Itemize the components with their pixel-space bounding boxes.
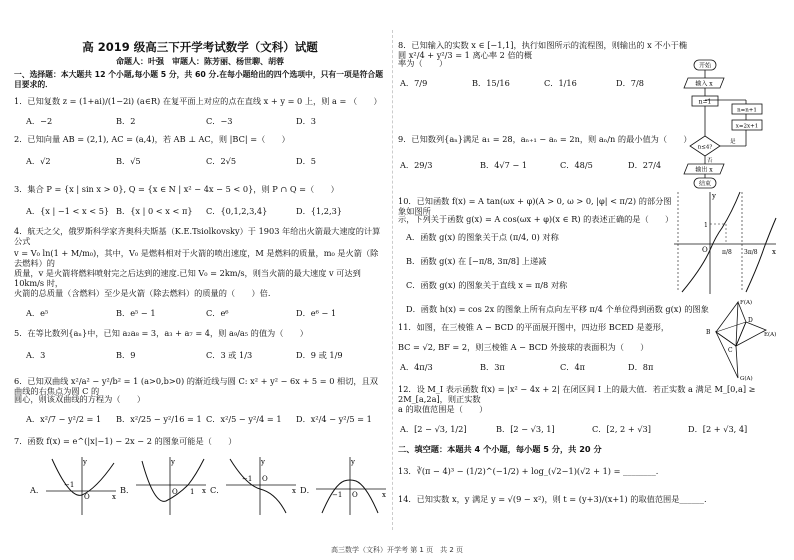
q12-option-a[interactable]: A．[2 − √3, 1/2] xyxy=(400,424,467,434)
q7c-tick: −1 xyxy=(242,475,253,483)
flow-input: 输入 x xyxy=(695,80,713,88)
q7c-origin: O xyxy=(262,475,268,483)
q8-option-c[interactable]: C．1/16 xyxy=(544,78,577,88)
q11-label-e: E(A) xyxy=(764,332,777,338)
q1-option-c[interactable]: C．−3 xyxy=(206,116,233,126)
q7b-tick: 1 xyxy=(190,488,195,496)
q6-option-c[interactable]: C．x²/5 − y²/4 = 1 xyxy=(206,414,282,424)
question-12-line-1: 12．设 M_I 表示函数 f(x) = |x² − 4x + 2| 在闭区间 I 上的最大值．若正实数 a 满足 M_[0,a] ≥ 2M_[a,2a]，则正实数 xyxy=(398,384,756,405)
question-5: 5．在等比数列{aₙ}中，已知 a₂a₈ = 3，a₃ + a₇ = 4，则 a₉/a₅ 的值为（ ） xyxy=(14,328,308,338)
q1-option-b[interactable]: B．2 xyxy=(116,116,136,126)
q7a-tick: −1 xyxy=(64,481,75,489)
q7b-y-label: y xyxy=(171,458,175,466)
q9-option-a[interactable]: A．29/3 xyxy=(400,160,433,170)
question-1: 1．已知复数 z = (1+ai)/(1−2i) (a∈R) 在复平面上对应的点在直线 x + y = 0 上，则 a = （ ） xyxy=(14,96,382,106)
q2-option-b[interactable]: B．√5 xyxy=(116,156,141,166)
q7c-x-label: x xyxy=(292,487,296,495)
q12-option-b[interactable]: B．[2 − √3, 1] xyxy=(496,424,555,434)
q2-option-a[interactable]: A．√2 xyxy=(26,156,51,166)
question-8-line-2: 率为（ ） xyxy=(398,58,448,68)
q4-option-b[interactable]: B．e⁵ − 1 xyxy=(116,308,156,318)
q5-option-c[interactable]: C．3 或 1/3 xyxy=(206,350,253,360)
q11-label-g: G(A) xyxy=(740,376,753,382)
question-4-line-2: v = V₀ ln(1 + M/m₀)，其中，V₀ 是燃料相对于火箭的喷出速度，M 是燃料的质量，m₀ 是火箭（除去燃料）的 xyxy=(14,248,379,269)
flow-condition: n≤4? xyxy=(697,144,713,151)
q10-y-tick: 1 xyxy=(704,222,708,229)
flow-init: n=1 xyxy=(698,98,712,106)
question-4-options xyxy=(26,308,386,318)
q7-graph-a-plot xyxy=(42,455,120,517)
q10-origin: O xyxy=(702,246,708,254)
question-11-options xyxy=(400,362,688,372)
q1-option-d[interactable]: D．3 xyxy=(296,116,316,126)
flow-output: 输出 x xyxy=(695,166,713,174)
q2-option-d[interactable]: D．5 xyxy=(296,156,316,166)
q9-option-b[interactable]: B．4√7 − 1 xyxy=(480,160,528,170)
q5-option-d[interactable]: D．9 或 1/9 xyxy=(296,350,343,360)
question-14: 14．已知实数 x，y 满足 y = √(9 − x²)，则 t = (y+3)/(x+1) 的取值范围是______. xyxy=(398,494,707,504)
q10-option-a[interactable]: A．函数 g(x) 的图象关于点 (π/4, 0) 对称 xyxy=(406,232,559,242)
q11-option-b[interactable]: B．3π xyxy=(480,362,505,372)
question-6-options xyxy=(26,414,386,424)
q8-option-a[interactable]: A．7/9 xyxy=(400,78,428,88)
question-9-options xyxy=(400,160,688,170)
q5-option-a[interactable]: A．3 xyxy=(26,350,46,360)
q3-option-c[interactable]: C．{0,1,2,3,4} xyxy=(206,206,268,216)
q12-option-c[interactable]: C．[2, 2 + √3] xyxy=(592,424,651,434)
q7d-y-label: y xyxy=(351,458,355,466)
q12-option-d[interactable]: D．[2 + √3, 4] xyxy=(688,424,748,434)
q9-option-c[interactable]: C．48/5 xyxy=(560,160,593,170)
question-10-line-1: 10．已知函数 f(x) = A tan(ωx + φ)(A > 0, ω > 0, |φ| < π/2) 的部分图象如图所 xyxy=(398,196,672,217)
q7b-origin: O xyxy=(172,488,178,496)
q7-option-b: B． xyxy=(120,485,135,495)
q7c-y-label: y xyxy=(261,458,265,466)
q10-option-d[interactable]: D．函数 h(x) = cos 2x 的图象上所有点向左平移 π/4 个单位得到函数 g(x) 的图象 xyxy=(406,304,709,314)
question-13: 13．∛(π − 4)³ − (1/2)^(−1/2) + log_(√2−1)(√2 + 1) = ________. xyxy=(398,466,659,476)
q8-option-d[interactable]: D．7/8 xyxy=(616,78,644,88)
q8-flowchart xyxy=(680,58,776,190)
question-7: 7．函数 f(x) = e^(|x|−1) − 2x − 2 的图象可能是（ ） xyxy=(14,436,237,446)
q11-label-c: C xyxy=(728,347,733,354)
question-12-options xyxy=(400,424,778,434)
q10-option-c[interactable]: C．函数 g(x) 的图象关于直线 x = π/8 对称 xyxy=(406,280,568,290)
exam-authors: 命题人：叶强 审题人：陈芳丽、杨世聊、胡蓉 xyxy=(116,57,284,66)
flow-start: 开始 xyxy=(698,62,712,70)
question-9: 9．已知数列{aₙ}满足 a₁ = 28，aₙ₊₁ − aₙ = 2n，则 aₙ/n 的最小值为（ ） xyxy=(398,134,692,144)
flow-increment: n=n+1 xyxy=(737,107,757,114)
q8-option-b[interactable]: B．15/16 xyxy=(472,78,510,88)
question-12-line-2: a 的取值范围是（ ） xyxy=(398,404,488,414)
q11-label-d: D xyxy=(748,317,753,324)
q6-option-d[interactable]: D．x²/4 − y²/5 = 1 xyxy=(296,414,372,424)
section-fill-heading: 二、填空题：本题共 4 个小题，每小题 5 分，共 20 分 xyxy=(398,444,602,454)
flow-no: 否 xyxy=(707,158,713,164)
q1-option-a[interactable]: A．−2 xyxy=(26,116,53,126)
q11-option-d[interactable]: D．8π xyxy=(628,362,654,372)
q4-option-c[interactable]: C．e⁶ xyxy=(206,308,229,318)
q7a-y-label: y xyxy=(83,458,87,466)
q11-label-b: B xyxy=(706,329,711,336)
right-column xyxy=(398,0,782,540)
q10-x-label: x xyxy=(772,248,776,256)
question-4-line-4: 火箭的总质量（含燃料）至少是火箭（除去燃料）的质量的（ ）倍. xyxy=(14,288,271,298)
q10-y-label: y xyxy=(712,192,716,200)
q7-graph-d-plot xyxy=(312,455,390,517)
page-footer: 高三数学（文科）开学考 第 1 页 共 2 页 xyxy=(330,546,464,554)
q7d-x-label: x xyxy=(382,491,386,499)
q11-net-figure xyxy=(688,296,780,382)
question-8-options xyxy=(400,78,676,88)
question-2-options xyxy=(26,156,386,166)
q3-option-d[interactable]: D．{1,2,3} xyxy=(296,206,343,216)
flow-yes: 是 xyxy=(730,139,736,145)
q7-option-a: A． xyxy=(30,485,45,495)
q3-option-b[interactable]: B．{x | 0 < x < π} xyxy=(116,206,193,216)
q10-x-tick-2: 3π/8 xyxy=(744,249,758,256)
q3-option-a[interactable]: A．{x | −1 < x < 5} xyxy=(26,206,110,216)
q4-option-d[interactable]: D．e⁶ − 1 xyxy=(296,308,337,318)
question-10-line-2: 示，下列关于函数 g(x) = A cos(ωx + φ)(x ∈ R) 的表述正确的是（ ） xyxy=(398,214,674,224)
q7-option-d: D． xyxy=(300,485,315,495)
q11-option-a[interactable]: A．4π/3 xyxy=(400,362,433,372)
question-5-options xyxy=(26,350,386,360)
q9-option-d[interactable]: D．27/4 xyxy=(628,160,662,170)
question-11-line-1: 11．如图，在三棱锥 A − BCD 的平面展开图中，四边形 BCED 是菱形， xyxy=(398,322,670,332)
question-8-line-1: 8．已知输入的实数 x ∈ [−1,1]，执行如图所示的流程图，则输出的 x 不小于椭圆 x²/4 + y²/3 = 1 离心率 2 倍的概 xyxy=(398,40,688,61)
q11-option-c[interactable]: C．4π xyxy=(560,362,586,372)
q10-tan-graph xyxy=(672,188,780,296)
q6-option-a[interactable]: A．x²/7 − y²/2 = 1 xyxy=(26,414,102,424)
question-4-line-3: 质量，v 是火箭将燃料喷射完之后达到的速度.已知 V₀ = 2km/s，则当火箭的最大速度 v 可达到 10km/s 时， xyxy=(14,268,361,289)
question-3: 3．集合 P = {x | sin x > 0}, Q = {x ∈ N | x² − 4x − 5 < 0}，则 P ∩ Q =（ ） xyxy=(14,184,339,194)
question-3-options xyxy=(26,206,386,216)
question-11-line-2: BC = √2, BF = 2，则三棱锥 A − BCD 外接球的表面积为（ ） xyxy=(398,342,649,352)
q7a-origin: O xyxy=(84,493,90,501)
q7-graph-b-plot xyxy=(132,455,210,517)
q4-option-a[interactable]: A．e⁵ xyxy=(26,308,49,318)
q7-graph-c-plot xyxy=(222,455,300,517)
flow-end: 结束 xyxy=(698,180,712,188)
flow-assign: x=2x+1 xyxy=(735,123,759,130)
column-divider xyxy=(392,30,393,530)
question-2: 2．已知向量 AB = (2,1), AC = (a,4)，若 AB ⊥ AC，则 |BC| =（ ） xyxy=(14,134,290,144)
q10-option-b[interactable]: B．函数 g(x) 在 [−π/8, 3π/8] 上递减 xyxy=(406,256,547,266)
q5-option-b[interactable]: B．9 xyxy=(116,350,136,360)
question-1-options xyxy=(26,116,386,126)
q11-label-f: F(A) xyxy=(740,300,753,306)
exam-title: 高 2019 级高三下开学考试数学（文科）试题 xyxy=(82,40,318,54)
section-choice-heading: 一、选择题：本大题共 12 个小题,每小题 5 分，共 60 分.在每小题给出的四个选项中，只有一项是符合题目要求的． xyxy=(14,70,384,89)
q7-option-c: C． xyxy=(210,485,225,495)
q6-option-b[interactable]: B．x²/25 − y²/16 = 1 xyxy=(116,414,202,424)
q2-option-c[interactable]: C．2√5 xyxy=(206,156,237,166)
q10-x-tick-1: π/8 xyxy=(722,249,732,256)
q7a-x-label: x xyxy=(112,493,116,501)
q7d-tick: −1 xyxy=(332,491,343,499)
question-4-line-1: 4．航天之父，俄罗斯科学家齐奥科夫斯基（K.E.Tsiolkovsky）于 1903 年给出火箭最大速度的计算公式 xyxy=(14,226,381,247)
q7b-x-label: x xyxy=(202,487,206,495)
question-6-line-1: 6．已知双曲线 x²/a² − y²/b² = 1 (a>0,b>0) 的渐近线与圆 C: x² + y² − 6x + 5 = 0 相切，且双曲线的右焦点为圆 C 的 xyxy=(14,376,378,397)
q7d-origin: O xyxy=(352,491,358,499)
question-6-line-2: 圆心，则该双曲线的方程为（ ） xyxy=(14,394,146,404)
left-column xyxy=(14,0,386,540)
